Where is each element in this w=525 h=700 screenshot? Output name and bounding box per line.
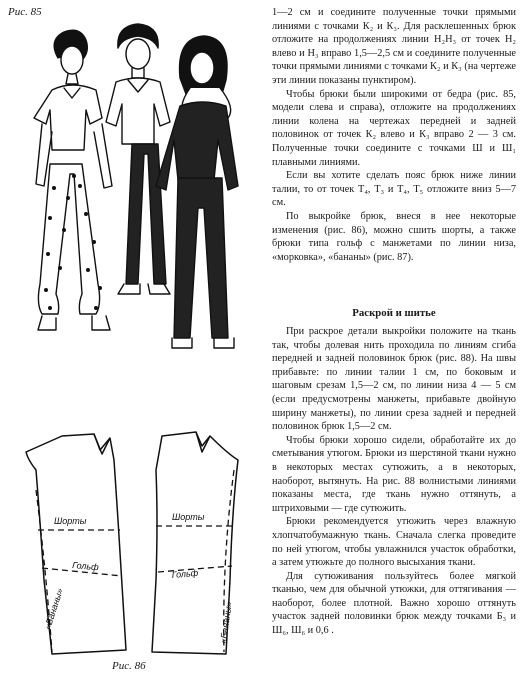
- model-middle: [106, 24, 170, 294]
- text-column-top: [272, 6, 516, 264]
- front-half-outline: [26, 434, 126, 654]
- label-shorts-back: Шорты: [172, 512, 205, 522]
- paragraph: По выкройке брюк, внеся в нее некоторые изменения (рис. 86), можно сшить шорты, а также брюки типа гольф с манжетами по линии низа, «морковка», «бананы» (рис. 87).: [272, 210, 516, 263]
- paragraph: Брюки рекомендуется утюжить через влажную хлопчатобумажную ткань. Сначала слегка проведите по ней утюгом, чтобы увлажнился участок обработки, а затем утюжьте до полного высыхания ткани.: [272, 516, 516, 569]
- paragraph: Чтобы брюки были широкими от бедра (рис. 85, модели слева и справа), отложите на продолжениях линии колена на чертежах передней и задней половинок от точек К₂ влево и К₃ вправо 2 — 3 см. Полученные точки соедините с точками Ш и Ш₁ плавными линиями.: [272, 88, 516, 168]
- paragraph: Чтобы брюки хорошо сидели, обработайте их до сметывания утюгом. Брюки из шерстяной ткани нужно в некоторых местах сутюжить, а в некоторых, наоборот, вытянуть. На рис. 88 волнистыми линиями показаны места, где ткань нужно оттянуть, а штриховыми — где сутюжить.: [272, 434, 516, 514]
- text-column-bottom: [272, 325, 516, 638]
- paragraph: При раскрое детали выкройки положите на ткань так, чтобы долевая нить проходила по линиям сгиба передней и задней половинок брюк (рис. 88). На швы прибавьте: по линии талии 1 см, по боковым и шаговым срезам 1,5—2 см, по линии низа 4 — 5 см (если предусмотрены манжеты, прибавьте двойную ширину манжеты), по линии среза задней и передней половинок брюк 1,5—2 см.: [272, 326, 516, 433]
- figure-85-illustration: [20, 18, 252, 363]
- label-bananas-front: «Бананы»: [42, 587, 66, 631]
- section-heading: Раскрой и шитье: [352, 307, 436, 319]
- paragraph: 1—2 см и соедините полученные точки прямыми линиями с точками К₂ и К₃. Для расклешенных брюк отложите на продолжениях линии Н₂Н₃ от точек Н₂ влево и Н₃ вправо 1,5—2,5 см и соедините полученные точки прямыми линиями с точками К₂ и К₃ (на чертеже эти линии показаны пунктиром).: [272, 7, 516, 86]
- figure-85-caption: Рис. 85: [8, 6, 42, 18]
- figure-86-caption: Рис. 86: [112, 660, 146, 672]
- label-golf-front: Гольф: [71, 560, 100, 573]
- paragraph: Если вы хотите сделать пояс брюк ниже линии талии, то от точек Т₄, Т₃ и Т₄, Т₅ отложите вниз 5—7 см.: [272, 170, 516, 209]
- label-golf-back: Гольф: [171, 567, 199, 580]
- label-bananas-back: «Бананы»: [218, 600, 234, 645]
- paragraph: Для сутюживания пользуйтесь более мягкой тканью, чем для обычной утюжки, для оттягивания — наоборот, более плотной. Важно хорошо оттянуть участок задней половинки брюк между точками Б₃ и Ш₆, Ш₆ и 0,6 .: [272, 570, 516, 637]
- figure-86-pattern: [22, 430, 247, 658]
- model-left: [34, 30, 112, 330]
- label-shorts-front: Шорты: [54, 516, 87, 526]
- model-right: [156, 36, 238, 348]
